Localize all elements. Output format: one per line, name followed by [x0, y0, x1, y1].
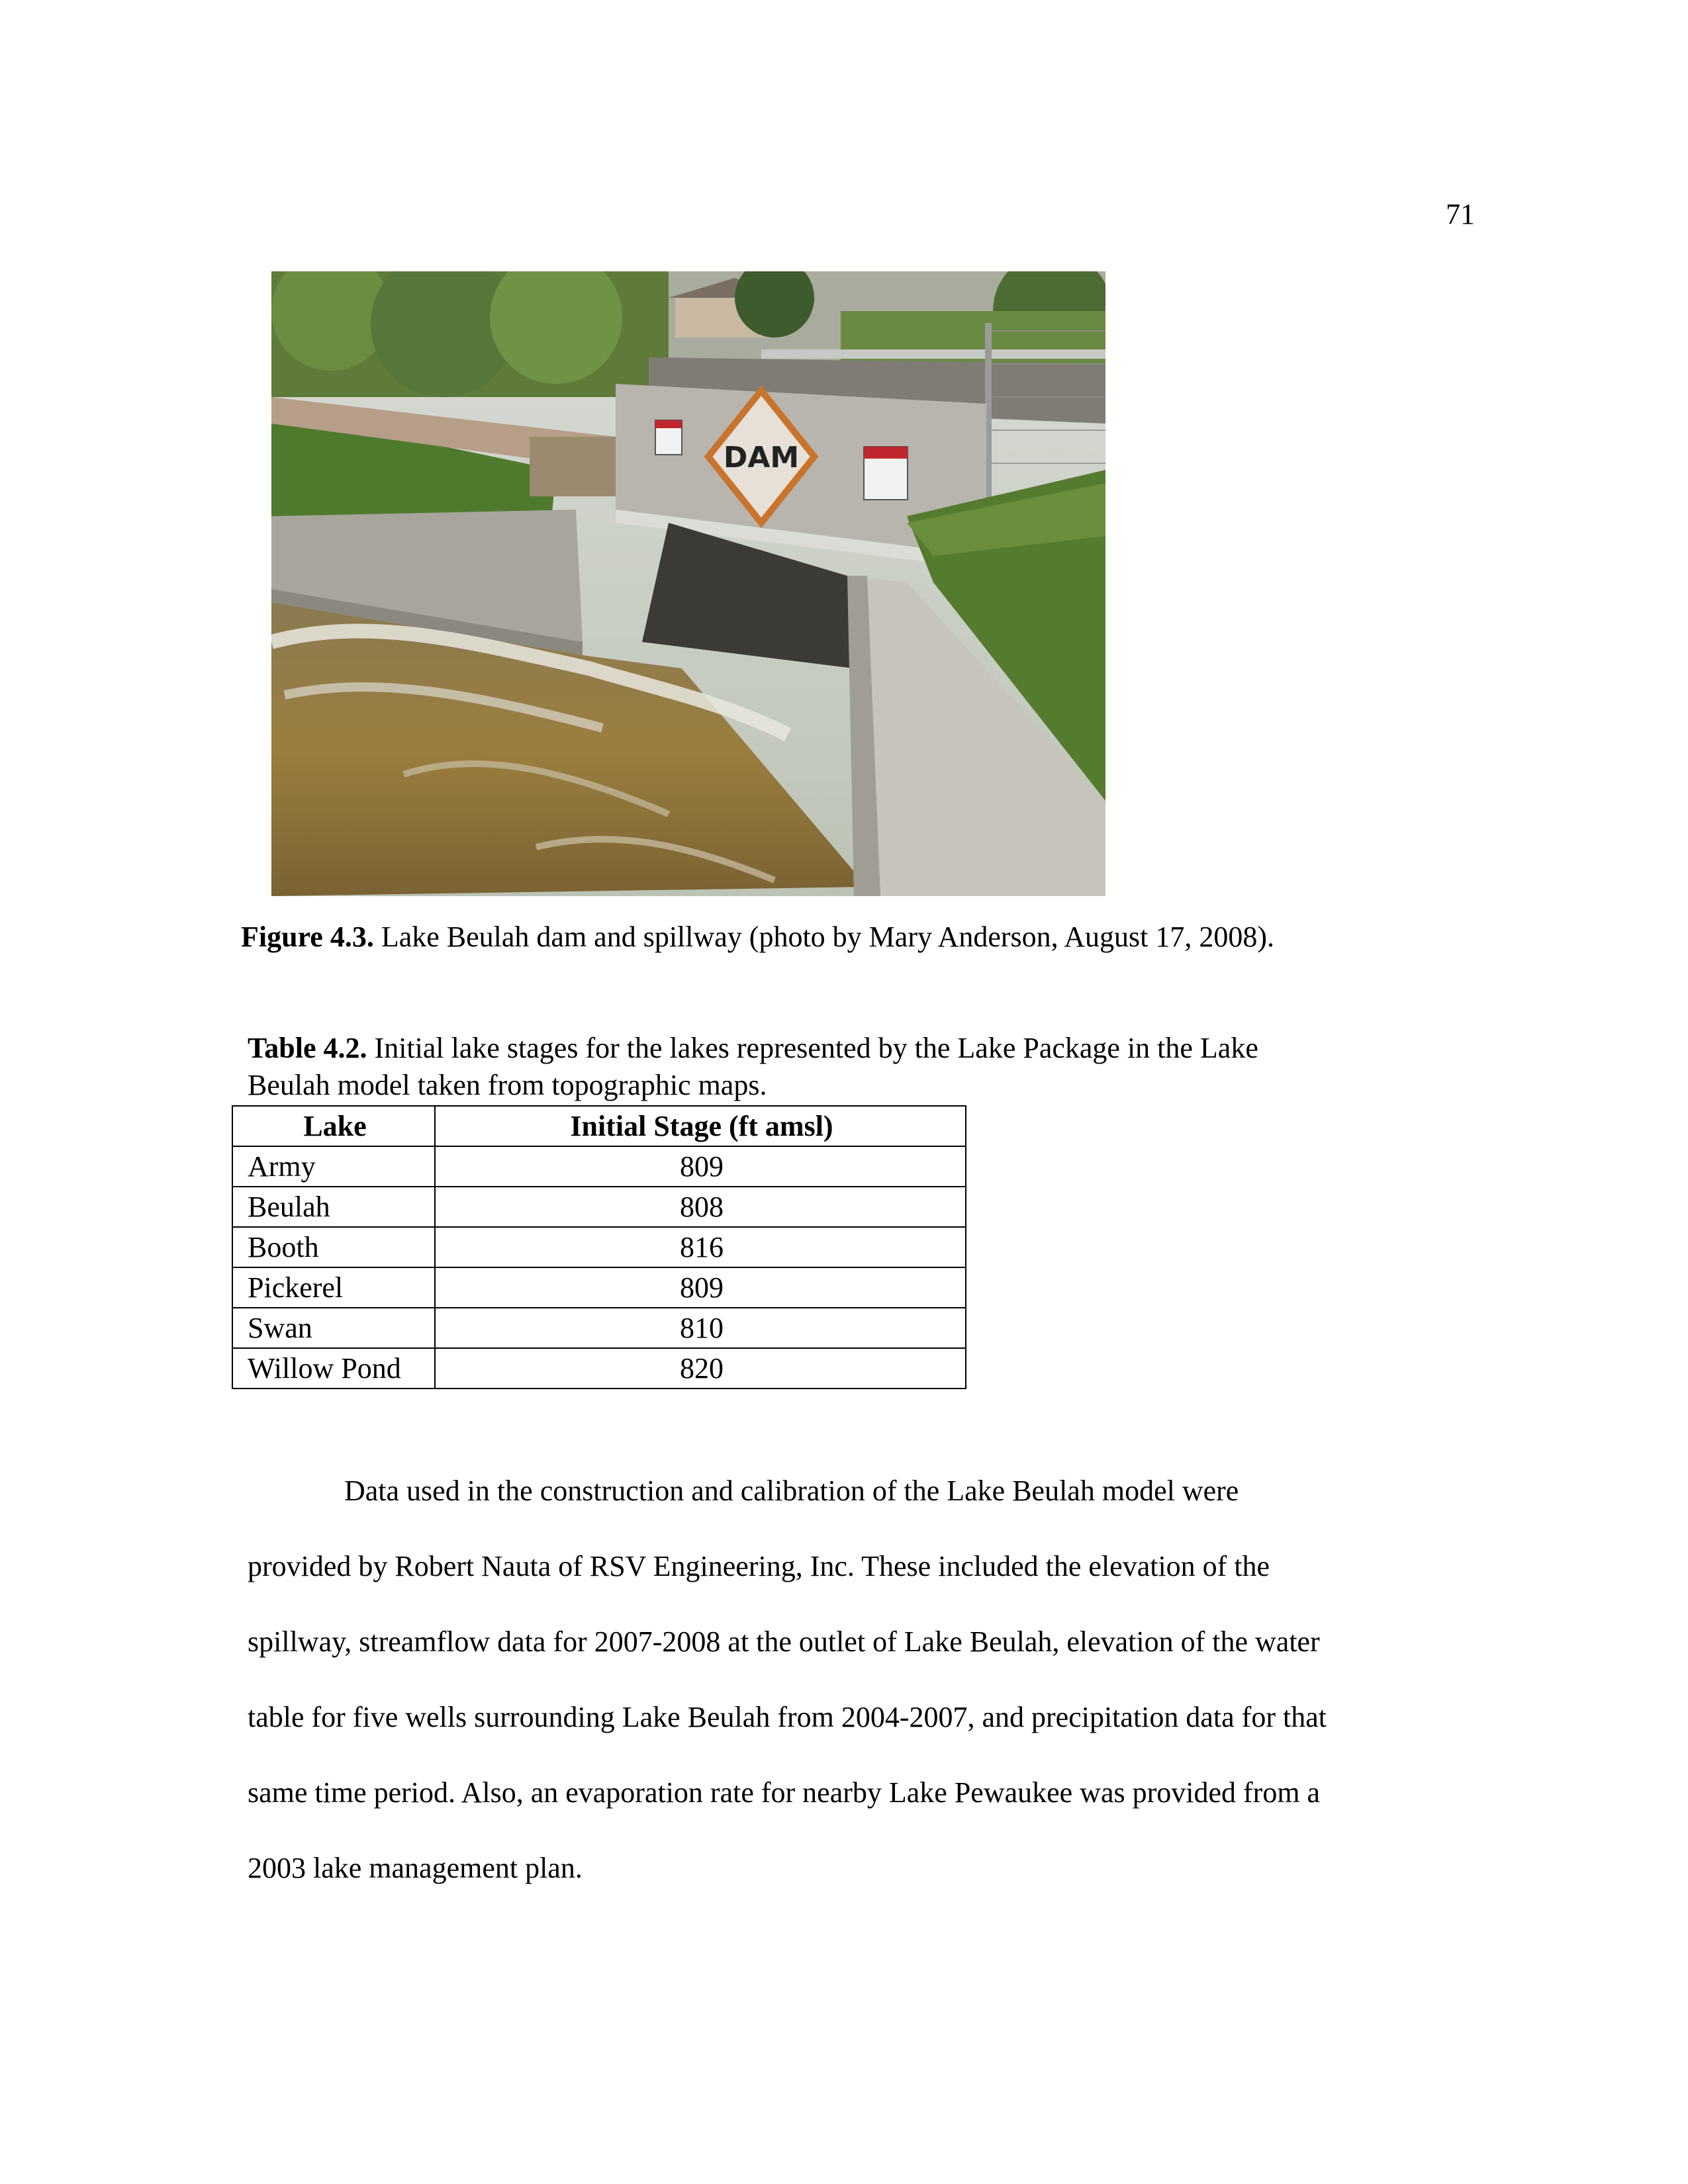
paragraph-line: Data used in the construction and calibration of the Lake Beulah model were: [344, 1475, 1239, 1507]
table-caption: [248, 1030, 1479, 1104]
lake-name: Beulah: [232, 1187, 435, 1227]
initial-stage: 809: [435, 1267, 966, 1308]
dam-sign-text: DAM: [723, 441, 800, 475]
table-row: [232, 1187, 966, 1227]
table-header-row: [232, 1106, 966, 1146]
table-row: [232, 1146, 966, 1187]
lake-stages-table: [232, 1105, 966, 1389]
lake-name: Pickerel: [232, 1267, 435, 1308]
table-label: Table 4.2.: [248, 1032, 367, 1064]
figure-caption-text: Lake Beulah dam and spillway (photo by Mary Anderson, August 17, 2008).: [373, 921, 1274, 953]
lake-name: Swan: [232, 1308, 435, 1348]
initial-stage: 816: [435, 1227, 966, 1267]
dam-spillway-photo: [271, 271, 1105, 896]
table-row: [232, 1348, 966, 1388]
lake-name: Army: [232, 1146, 435, 1187]
paragraph-line: provided by Robert Nauta of RSV Engineering, Inc. These included the elevation of the: [248, 1550, 1270, 1582]
initial-stage: 808: [435, 1187, 966, 1227]
table-row: [232, 1267, 966, 1308]
lake-name: Booth: [232, 1227, 435, 1267]
table-row: [232, 1227, 966, 1267]
figure-caption: [241, 920, 1274, 954]
lake-name: Willow Pond: [232, 1348, 435, 1388]
table-caption-line1: Initial lake stages for the lakes represented by the Lake Package in the Lake: [367, 1032, 1258, 1064]
table-row: [232, 1308, 966, 1348]
body-paragraph: [248, 1453, 1479, 1906]
table-caption-line2: Beulah model taken from topographic maps.: [248, 1069, 767, 1101]
header-initial-stage: Initial Stage (ft amsl): [435, 1106, 966, 1146]
figure-label: Figure 4.3.: [241, 921, 374, 953]
initial-stage: 820: [435, 1348, 966, 1388]
page-number: 71: [1446, 198, 1475, 230]
header-lake: Lake: [232, 1106, 435, 1146]
initial-stage: 809: [435, 1146, 966, 1187]
paragraph-line: table for five wells surrounding Lake Beulah from 2004-2007, and precipitation data for that: [248, 1701, 1327, 1733]
paragraph-line: 2003 lake management plan.: [248, 1852, 583, 1884]
paragraph-line: spillway, streamflow data for 2007-2008 at the outlet of Lake Beulah, elevation of the water: [248, 1625, 1320, 1658]
initial-stage: 810: [435, 1308, 966, 1348]
paragraph-line: same time period. Also, an evaporation rate for nearby Lake Pewaukee was provided from a: [248, 1776, 1321, 1809]
